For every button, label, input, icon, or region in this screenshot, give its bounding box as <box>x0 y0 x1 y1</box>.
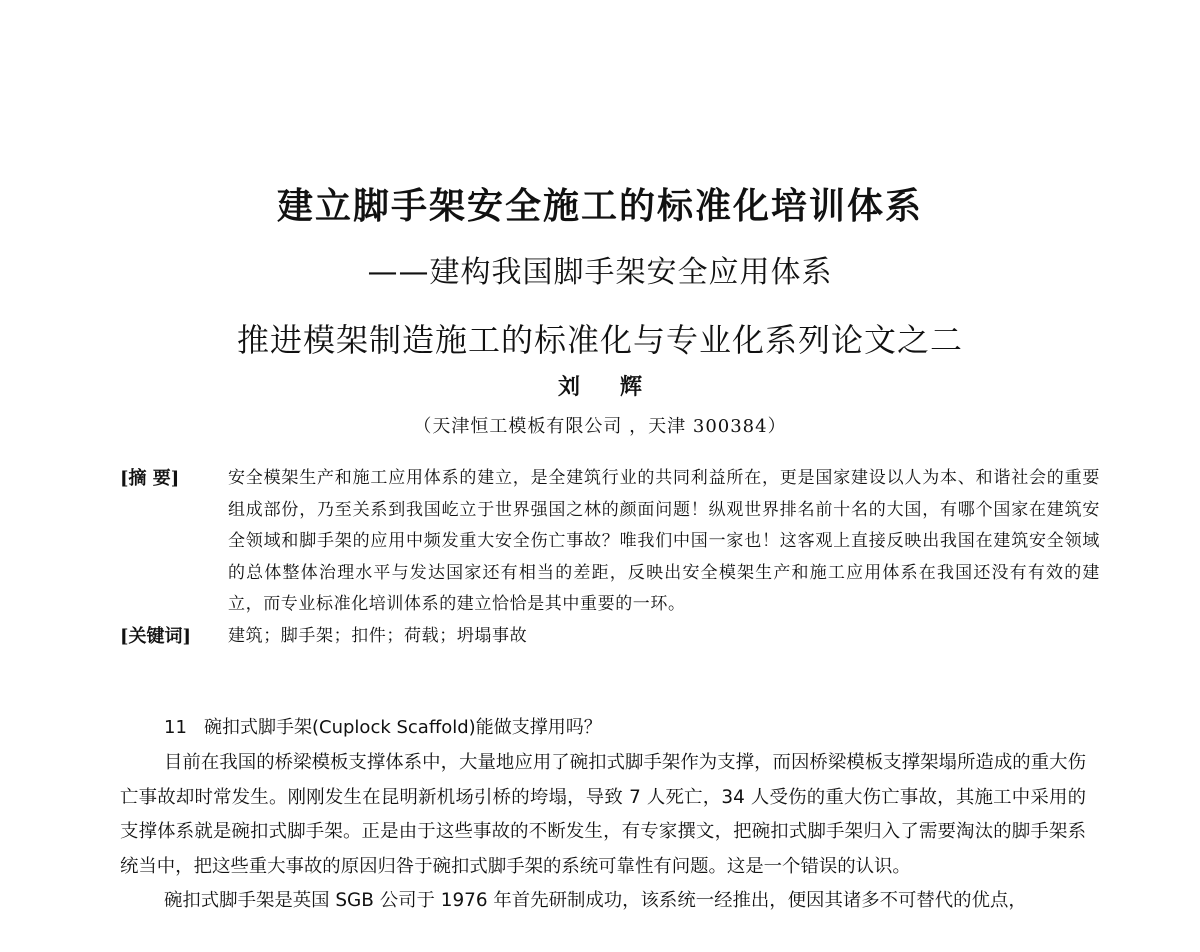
paper-title: 建立脚手架安全施工的标准化培训体系 <box>276 185 923 227</box>
keywords-text: 建筑；脚手架；扣件；荷载；坍塌事故 <box>228 625 528 646</box>
body-paragraph: 目前在我国的桥梁模板支撑体系中，大量地应用了碗扣式脚手架作为支撑，而因桥梁模板支撑架塌所造成的重大伤亡事故却时常发生。刚刚发生在昆明新机场引桥的垮塌，导致 7 人死亡，34 人受伤的重大伤亡事故，其施工中采用的支撑体系就是碗扣式脚手架。正是由于这些事故的不断发生，有专家撰文，把碗扣式脚手架归入了需要淘汰的脚手架系统当中，把这些重大事故的原因归咎于碗扣式脚手架的系统可靠性有问题。这是一个错误的认识。 <box>120 752 1086 877</box>
body-text <box>120 746 1086 919</box>
section-number: 11 <box>164 717 187 738</box>
abstract-label: [摘 要] <box>120 468 180 489</box>
paper-series-title: 推进模架制造施工的标准化与专业化系列论文之二 <box>236 321 963 359</box>
abstract-text: 安全模架生产和施工应用体系的建立，是全建筑行业的共同利益所在，更是国家建设以人为本、和谐社会的重要组成部份，乃至关系到我国屹立于世界强国之林的颜面问题！纵观世界排名前十名的大国，有哪个国家在建筑安全领域和脚手架的应用中频发重大安全伤亡事故？唯我们中国一家也！这客观上直接反映出我国在建筑安全领域的总体整体治理水平与发达国家还有相当的差距，反映出安全模架生产和施工应用体系在我国还没有有效的建立，而专业标准化培训体系的建立恰恰是其中重要的一环。 <box>228 468 1100 614</box>
keywords-row <box>120 621 1100 652</box>
section-heading <box>164 714 602 742</box>
keywords-label: [关键词] <box>120 625 192 647</box>
body-paragraph: 碗扣式脚手架是英国 SGB 公司于 1976 年首先研制成功，该系统一经推出，便因其诸多不可替代的优点， <box>164 890 1027 911</box>
author-name: 刘辉 <box>557 374 682 400</box>
paper-subtitle: ——建构我国脚手架安全应用体系 <box>367 255 833 290</box>
abstract-block <box>120 463 1100 652</box>
abstract-row <box>120 463 1100 621</box>
section-title: 碗扣式脚手架(Cuplock Scaffold)能做支撑用吗？ <box>204 717 602 738</box>
author-affiliation: （天津恒工模板有限公司 ，天津 300384） <box>413 416 787 437</box>
